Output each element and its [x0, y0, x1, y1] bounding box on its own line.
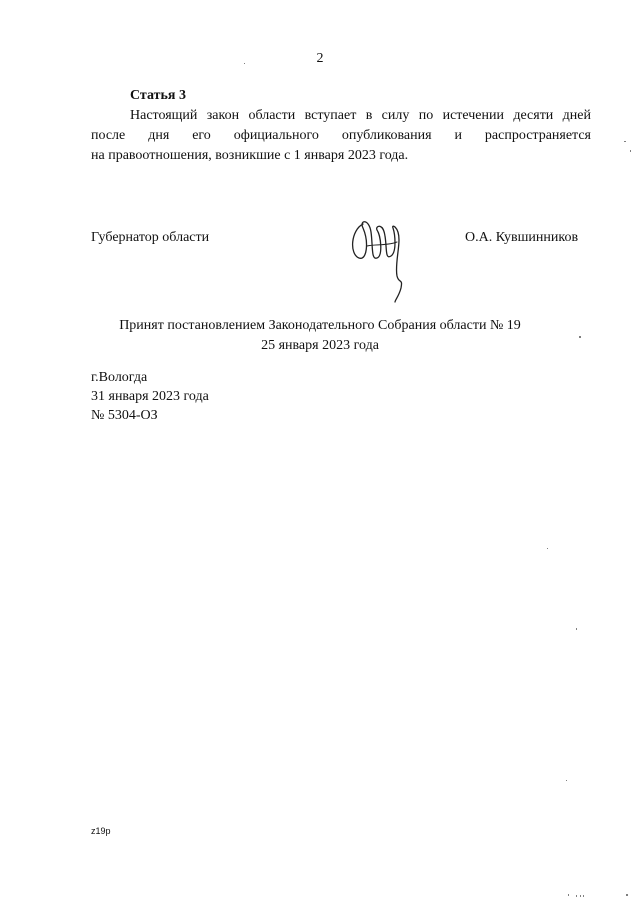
scan-speck — [547, 548, 548, 549]
article-heading: Статья 3 — [130, 88, 186, 103]
place-date-block — [91, 368, 209, 425]
article-line-1: Настоящий закон области вступает в силу по истечении десяти дней — [130, 108, 591, 123]
scan-speck — [568, 894, 569, 896]
signatory-title: Губернатор области — [91, 230, 210, 245]
scan-speck — [630, 150, 631, 152]
scan-speck — [566, 780, 567, 781]
adoption-resolution: Принят постановлением Законодательного Собрания области № 19 — [119, 318, 521, 333]
scan-speck — [579, 336, 581, 338]
article-line-2: после дня его официального опубликования и распространяется — [91, 128, 591, 143]
footer-code: z19p — [91, 826, 111, 836]
scan-speck — [576, 895, 577, 897]
scan-speck — [580, 895, 581, 897]
law-number: № 5304-ОЗ — [91, 408, 158, 423]
adoption-block — [0, 316, 640, 356]
article-body — [91, 106, 591, 166]
place-city: г.Вологда — [91, 370, 148, 385]
signature-mark — [345, 206, 415, 306]
scan-speck — [583, 895, 584, 897]
article-line-3: на правоотношения, возникшие с 1 января 2023 года. — [91, 148, 409, 163]
signatory-name: О.А. Кувшинников — [465, 230, 579, 245]
scan-speck — [244, 63, 245, 64]
scan-speck — [624, 141, 626, 142]
adoption-date: 25 января 2023 года — [261, 338, 379, 353]
scan-speck — [576, 628, 577, 630]
scan-speck — [626, 894, 628, 896]
law-date: 31 января 2023 года — [91, 389, 209, 404]
page-number: 2 — [316, 51, 324, 66]
